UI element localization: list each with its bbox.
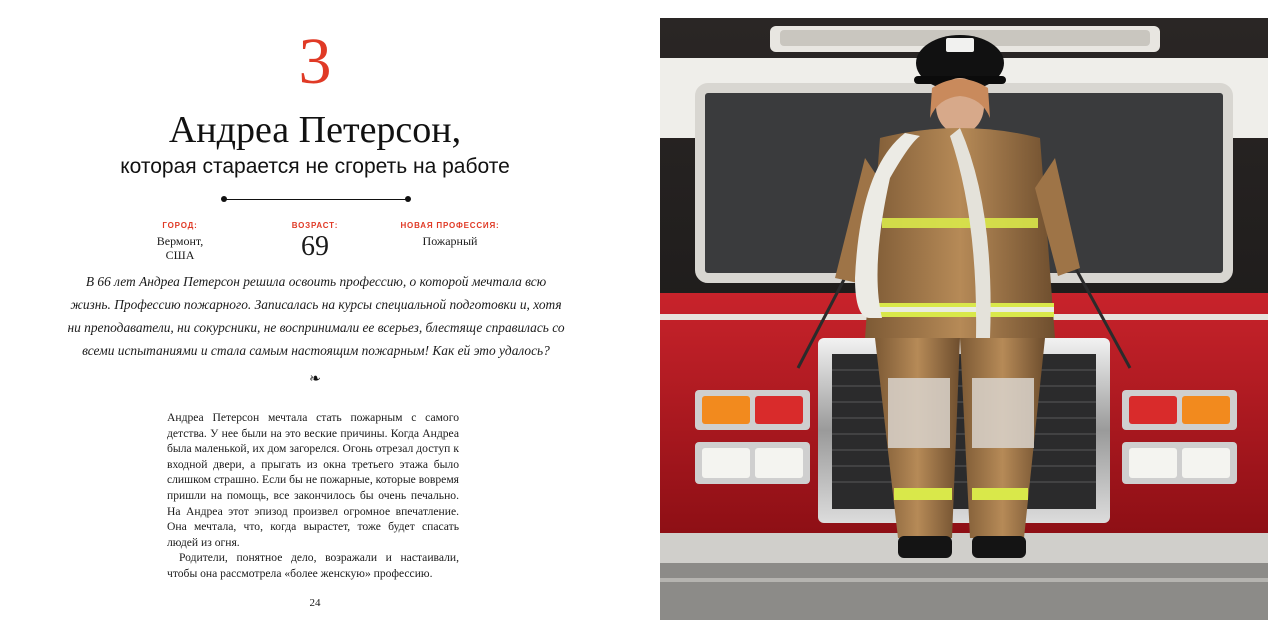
ornament-icon: ❧ [309, 371, 321, 387]
firefighter-photo [660, 18, 1268, 620]
title-subtitle: которая старается не сгореть на работе [120, 155, 510, 178]
page-number: 24 [309, 597, 321, 609]
fact-city-label: ГОРОД: [162, 221, 198, 230]
fact-city-value-line1: Вермонт, [156, 234, 204, 248]
fact-city-value [135, 234, 225, 262]
body-paragraph-2: Родители, понятное дело, возражали и настаивали, чтобы она рассмотрела «более женскую» профессию. [167, 551, 459, 580]
firefighter-photo-illustration [660, 18, 1268, 620]
chapter-number: 3 [298, 25, 332, 98]
fact-city-value-line2: США [165, 248, 195, 262]
fact-profession [395, 220, 505, 248]
fact-age-label: ВОЗРАСТ: [291, 221, 339, 230]
fact-profession-label: НОВАЯ ПРОФЕССИЯ: [400, 221, 500, 230]
fact-age [265, 220, 365, 261]
fact-profession-value: Пожарный [422, 234, 478, 248]
body-paragraph-1: Андреа Петерсон мечтала стать пожарным с самого детства. У нее были на это веские причины. Когда Андреа была маленькой, их дом загорелся. Огонь отрезал доступ к входной двери, а прыгать из окна третьего этажа было слишком страшно. Если бы не пожарные, которые вовремя пришли на помощь, все закончилось бы очень печально. На Андреа этот эпизод произвел огромное впечатление. Она мечтала, что, когда вырастет, тоже будет спасать людей из огня. [167, 411, 459, 549]
divider-dot-right [405, 196, 411, 202]
boot-left [898, 536, 952, 558]
fact-city [135, 220, 225, 262]
lead-paragraph: В 66 лет Андреа Петерсон решила освоить профессию, о которой мечтала всю жизнь. Профессию пожарного. Записалась на курсы специальной подготовки и, хотя ни преподаватели, ни сокурсники, не воспринимали ее всерьез, блестяще справилась со всеми испытаниями и стала самым настоящим пожарным! Как ей это удалось? [67, 274, 565, 358]
truck-bumper [660, 533, 1268, 563]
boot-right [972, 536, 1026, 558]
body-text [167, 410, 459, 582]
title-name: Андреа Петерсон, [168, 109, 462, 151]
fact-age-value: 69 [301, 231, 329, 262]
title-divider [221, 196, 411, 202]
divider-line [225, 199, 407, 200]
